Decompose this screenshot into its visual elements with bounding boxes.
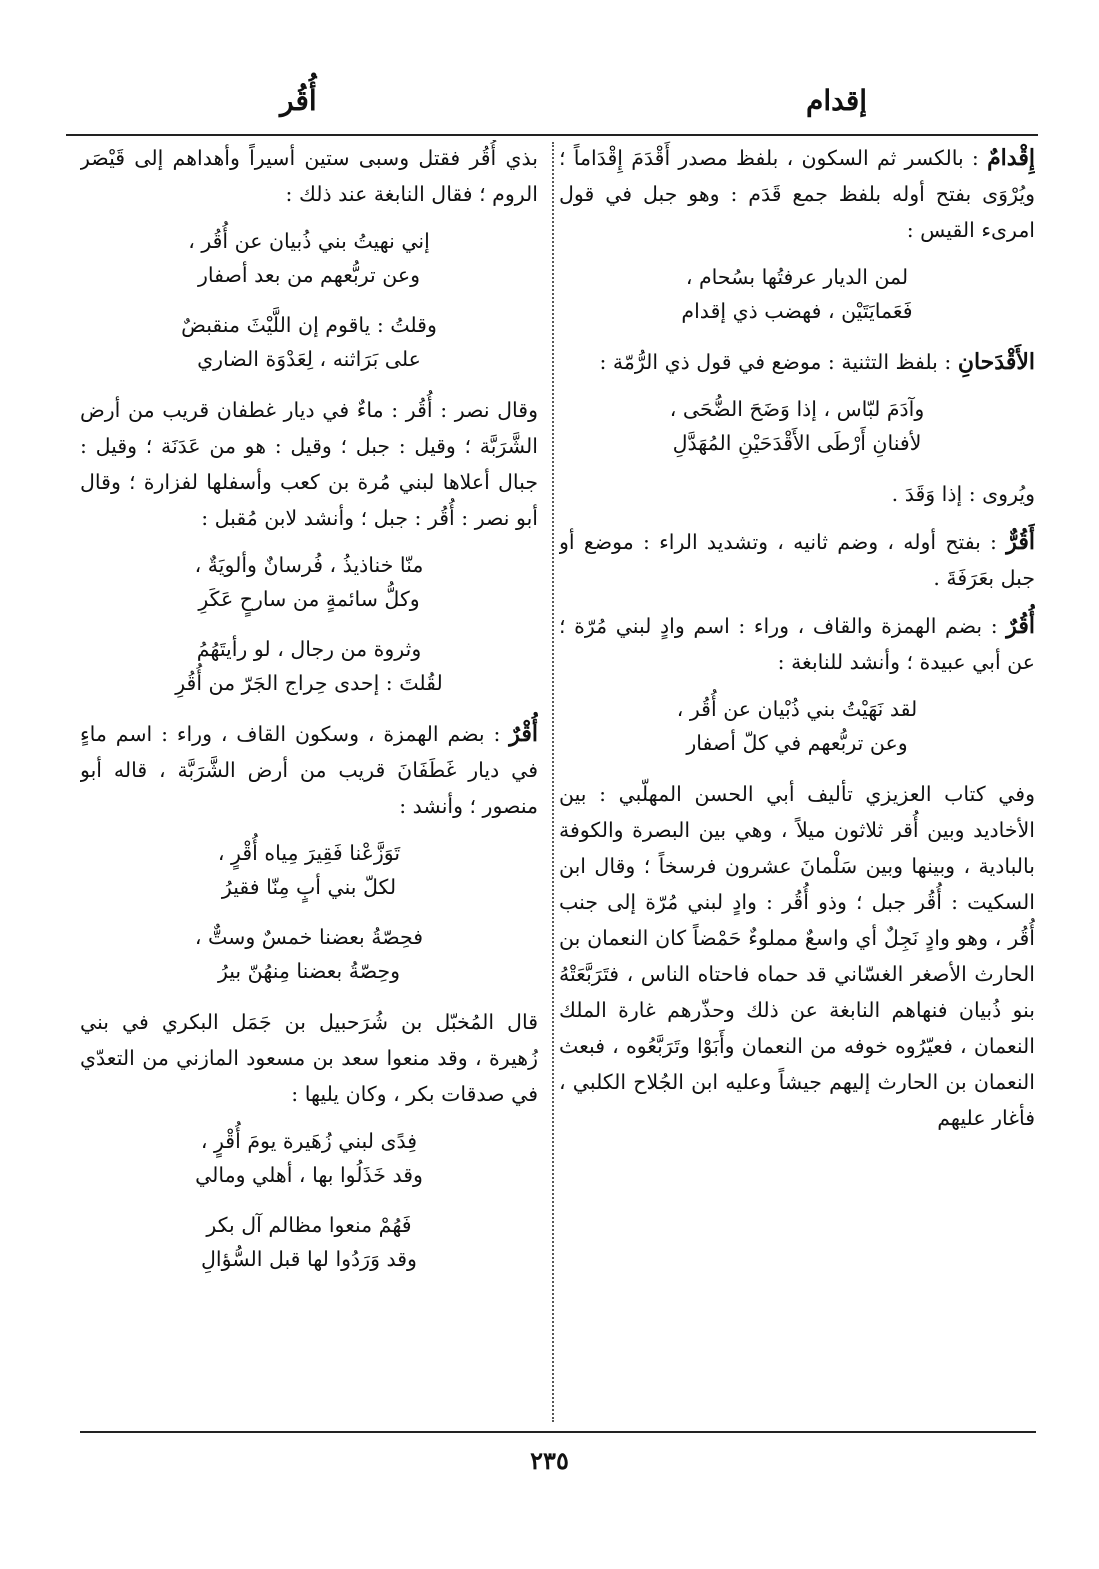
verse-line: تَوَزَّعْنا فَقِيرَ مِياه أُقْرٍ ، [217,841,401,865]
verse [80,308,538,376]
left-column [80,140,538,1422]
verse-line: لأفنانِ أَرْطَى الأَقْدَحَيْنِ المُهَدَّلِ [672,431,922,455]
entry-paragraph: وفي كتاب العزيزي تأليف أبي الحسن المهلّبي : بين الأخاديد وبين أُقر ثلاثون ميلاً ، وهي بين البصرة والكوفة بالبادية ، وبينها وبين سَلْمانَ عشرون فرسخاً ؛ وقال ابن السكيت : أُقُر جبل ؛ وذو أُقُر : وادٍ لبني مُرّة إلى جنب أُقُر ، وهو وادٍ نَجِلٌ أي واسعٌ مملوءٌ حَمْضاً كان النعمان بن الحارث الأصغر الغسّاني قد حماه فاحتاه الناس ، فتَرَبَّعَتْهُ بنو ذُبيان فنهاهم النابغة عن ذلك وحذّرهم غارة الملك النعمان ، فعيّرُوه خوفه من النعمان وأَبَوْا وتَرَبَّعُوه ، فبعث النعمان بن الحارث إليهم جيشاً وعليه ابن الجُلاح الكلبي ، فأغار عليهم [559,782,1035,1130]
verse-line: لمن الديار عرفتُها بسُحام ، [685,265,909,289]
verse [559,692,1035,760]
verse-line: وحِصّةُ بعضنا مِنهُنّ بيرُ [217,959,401,983]
verse [559,260,1035,328]
verse-line: وقلتُ : ياقوم إن اللَّيْثَ منقبضٌ [181,313,437,337]
verse [80,548,538,616]
running-head-right: إقدام [806,84,867,117]
verse [80,920,538,988]
entry-alaqdahan [559,344,1035,380]
continuation-paragraph: بذي أُقُر فقتل وسبى ستين أسيراً وأهداهم إلى قَيْصَر الروم ؛ فقال النابغة عند ذلك : [80,146,538,206]
verse-line: وثروة من رجال ، لو رأيتَهُمُ [196,637,422,661]
verse [80,836,538,904]
page-number: ٢٣٥ [530,1446,569,1475]
entry-uqr [80,716,538,824]
verse [80,632,538,700]
headword: أُقُرٌ [1006,613,1035,639]
right-column [559,140,1035,1422]
verse-line: فَهُمْ منعوا مظالم آل بكر [206,1213,412,1237]
header-rule [66,134,1038,136]
verse-line: وعن تربُّعهم من بعد أصفار [197,263,421,287]
verse [80,1124,538,1192]
verse-line: إني نهيتُ بني ذُبيان عن أُقُر ، [188,229,430,253]
verse-line: فَعَمايَتَيْن ، فهضب ذي إقدام [681,299,913,323]
entry-text: : بفتح أوله ، وضم ثانيه ، وتشديد الراء : موضع أو جبل بعَرَفَةَ . [559,530,1035,590]
entry-text: : بضم الهمزة ، وسكون القاف ، وراء : اسم ماءٍ في ديار غَطَفَانَ قريب من أرض الشَّرَبَّة ، قاله أبو منصور ؛ وأنشد : [80,722,538,818]
entry-uqur [559,608,1035,680]
verse-line: وعن تربُّعهم في كلّ أصفار [686,731,908,755]
verse-line: على بَرَاثنه ، لِعَدْوَة الضاري [197,347,421,371]
headword: الأَقْدَحانِ [957,349,1035,375]
verse-line: وكلُّ سائمةٍ من سارحٍ عَكَرِ [198,587,420,611]
headword: إِقْدامٌ [987,145,1035,171]
verse-line: فحِصّةُ بعضنا خمسٌ وستٌّ ، [194,925,424,949]
entry-aqurr [559,524,1035,596]
running-head-left: أُقُر [280,84,317,117]
footer-rule [80,1431,1036,1433]
verse-line: لكلّ بني أبٍ مِنّا فقيرُ [221,875,397,899]
headword: أَقُرٌّ [1006,529,1035,555]
verse-line: فِدًى لبني زُهَيرة يومَ أُقْرٍ ، [200,1129,418,1153]
verse-line: منّا خناذيذُ ، فُرسانٌ وألويَةٌ ، [194,553,424,577]
verse-line: لقُلتَ : إحدى حِراج الجَرّ من أُقُرِ [175,671,443,695]
verse [80,1208,538,1276]
entry-paragraph: قال المُخبّل بن شُرَحبيل بن جَمَل البكري في بني زُهيرة ، وقد منعوا سعد بن مسعود المازني من التعدّي في صدقات بكر ، وكان يليها : [80,1010,538,1106]
verse-line: وقد وَرَدُوا لها قبل السُّؤالِ [201,1247,417,1271]
entry-note: ويُروى : إذا وَقَدَ . [891,482,1035,506]
verse-line: وآدَمَ لبّاس ، إذا وَضَحَ الضُّحَى ، [669,397,925,421]
column-divider [552,142,554,1422]
verse [80,224,538,292]
entry-iqdam [559,140,1035,248]
entry-text: : بالكسر ثم السكون ، بلفظ مصدر أَقْدَمَ إِقْدَاماً ؛ ويُرْوَى بفتح أوله بلفظ جمع قَدَم : وهو جبل في قول امرىء القيس : [559,146,1035,242]
verse-line: لقد نَهَيْتُ بني ذُبْيان عن أُقُر ، [676,697,918,721]
entry-text: : بلفظ التثنية : موضع في قول ذي الرُّمّة : [599,350,952,374]
verse [559,392,1035,460]
entry-paragraph: وقال نصر : أُقُر : ماءٌ في ديار غطفان قريب من أرض الشَّرَبَّة ؛ وقيل : جبل ؛ وقيل : هو من عَدَنَة ؛ وقيل : جبال أعلاها لبني مُرة بن كعب وأسفلها لفزارة ؛ وقال أبو نصر : أُقُر : جبل ؛ وأنشد لابن مُقبل : [80,398,538,530]
verse-line: وقد خَذَلُوا بها ، أهلي ومالي [195,1163,423,1187]
headword: أُقْرٌ [509,721,538,747]
entry-text: : بضم الهمزة والقاف ، وراء : اسم وادٍ لبني مُرّة ؛ عن أبي عبيدة ؛ وأنشد للنابغة : [559,614,1035,674]
